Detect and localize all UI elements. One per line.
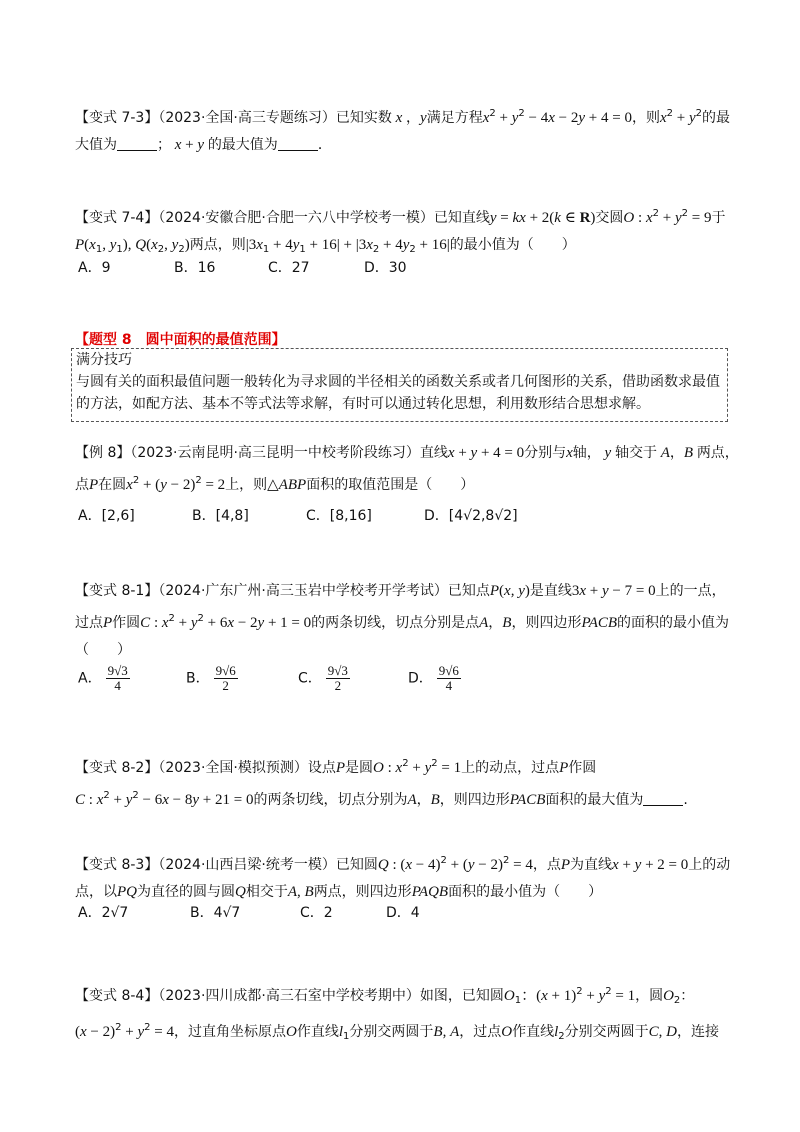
problem-source: （2024·山西吕梁·统考一模）	[158, 857, 336, 873]
problem-label: 【变式 8-3】	[75, 857, 159, 873]
section-title: 【题型 8 圆中面积的最值范围】	[75, 332, 286, 348]
option-d[interactable]: D．30	[364, 260, 407, 276]
example-8: 【例 8】（2023·云南昆明·高三昆明一中校考阶段练习）直线x + y + 4 = 0分别与x轴， y 轴交于 A，B 两点， 点P在圆$x^2 + (y - 2)^2 = 2$上，则△ABP面积的取值范围是（ ）	[75, 445, 739, 493]
problem-source: （2023·四川成都·高三石室中学校考期中）	[158, 988, 420, 1004]
option-d[interactable]: D． $\frac{9√6}{4}$	[408, 663, 459, 693]
answer-blank	[117, 134, 157, 151]
option-a[interactable]: A．2√7	[78, 905, 129, 921]
problem-8-4: 【变式 8-4】（2023·四川成都·高三石室中学校考期中）如图，已知圆$O_1$：$(x + 1)^2 + y^2 = 1$，圆$O_2$： $(x - 2)^2 + y^2 = 4$，过直角坐标原点O作直线$l_1$分别交两圆于B, A，过点O作直线$l_2$分别交两圆于C, D，连接	[75, 986, 719, 1042]
problem-label: 【变式 7-4】	[75, 210, 159, 226]
answer-blank	[278, 134, 318, 151]
option-b[interactable]: B．[4,8]	[192, 508, 249, 524]
problem-8-3: 【变式 8-3】（2024·山西吕梁·统考一模）已知圆Q : $(x - 4)^2 + (y - 2)^2 = 4$，点P为直线x + y + 2 = 0上的动 点，以PQ为直径的圆与圆Q相交于A, B两点，则四边形PAQB面积的最小值为（ ）	[75, 855, 731, 900]
problem-source: （2024·安徽合肥·合肥一六八中学校考一模）	[158, 210, 434, 226]
tips-title: 满分技巧	[76, 352, 132, 368]
problem-7-4: 【变式 7-4】（2024·安徽合肥·合肥一六八中学校考一模）已知直线y = kx + 2(k ∈ R)交圆O : $x^2 + y^2 = 9$于 $P(x_1$, $y_1$), $Q(x_2$, $y_2$)两点，则$|3x_1 + 4y_1 + 16| + |3x_2 + 4y_2 + 16|$的最小值为（ ）	[75, 208, 726, 255]
problem-source: （2024·广东广州·高三玉岩中学校考开学考试）	[158, 583, 448, 599]
problem-7-3: 【变式 7-3】（2023·全国·高三专题练习）已知实数 x ，y满足方程$x^2 + y^2 - 4x - 2y + 4 = 0$，则$x^2 + y^2$的最 大值为 ； x + y 的最大值为 ．	[75, 108, 731, 153]
answer-blank	[643, 789, 683, 806]
option-d[interactable]: D．[4√2,8√2]	[424, 508, 518, 524]
option-d[interactable]: D．4	[386, 905, 420, 921]
option-c[interactable]: C．2	[300, 905, 333, 921]
option-a[interactable]: A．9	[78, 260, 111, 276]
problem-8-2: 【变式 8-2】（2023·全国·模拟预测）设点P是圆O : $x^2 + y^2 = 1$上的动点，过点P作圆 C : $x^2 + y^2 - 6x - 8y + 21 = 0$的两条切线，切点分别为A，B，则四边形PACB面积的最大值为 .	[75, 758, 688, 808]
problem-label: 【变式 7-3】	[75, 110, 159, 126]
problem-label: 【变式 8-4】	[75, 988, 159, 1004]
option-c[interactable]: C． $\frac{9√3}{2}$	[298, 663, 348, 693]
problem-source: （2023·全国·模拟预测）	[158, 760, 308, 776]
tips-text: 与圆有关的面积最值问题一般转化为寻求圆的半径相关的函数关系或者几何图形的关系，借助函数求最值的方法，如配方法、基本不等式法等求解，有时可以通过转化思想，利用数形结合思想求解。	[76, 374, 720, 412]
problem-source: （2023·云南昆明·高三昆明一中校考阶段练习）	[130, 445, 420, 461]
option-c[interactable]: C．27	[268, 260, 310, 276]
option-b[interactable]: B．4√7	[190, 905, 241, 921]
problem-8-1: 【变式 8-1】（2024·广东广州·高三玉岩中学校考开学考试）已知点P(x, y)是直线3x + y − 7 = 0上的一点， 过点P作圆C : $x^2 + y^2 + 6x - 2y + 1 = 0$的两条切线，切点分别是点A，B，则四边形PACB的面积的最小值为 （ ）	[75, 583, 730, 658]
problem-label: 【变式 8-2】	[75, 760, 159, 776]
option-b[interactable]: B．16	[174, 260, 216, 276]
tips-box	[71, 348, 728, 422]
problem-label: 【变式 8-1】	[75, 583, 159, 599]
option-b[interactable]: B． $\frac{9√6}{2}$	[186, 663, 236, 693]
option-c[interactable]: C．[8,16]	[306, 508, 372, 524]
problem-source: （2023·全国·高三专题练习）	[158, 110, 336, 126]
option-a[interactable]: A．[2,6]	[78, 508, 135, 524]
problem-label: 【例 8】	[75, 445, 131, 461]
option-a[interactable]: A． $\frac{9√3}{4}$	[78, 663, 128, 693]
